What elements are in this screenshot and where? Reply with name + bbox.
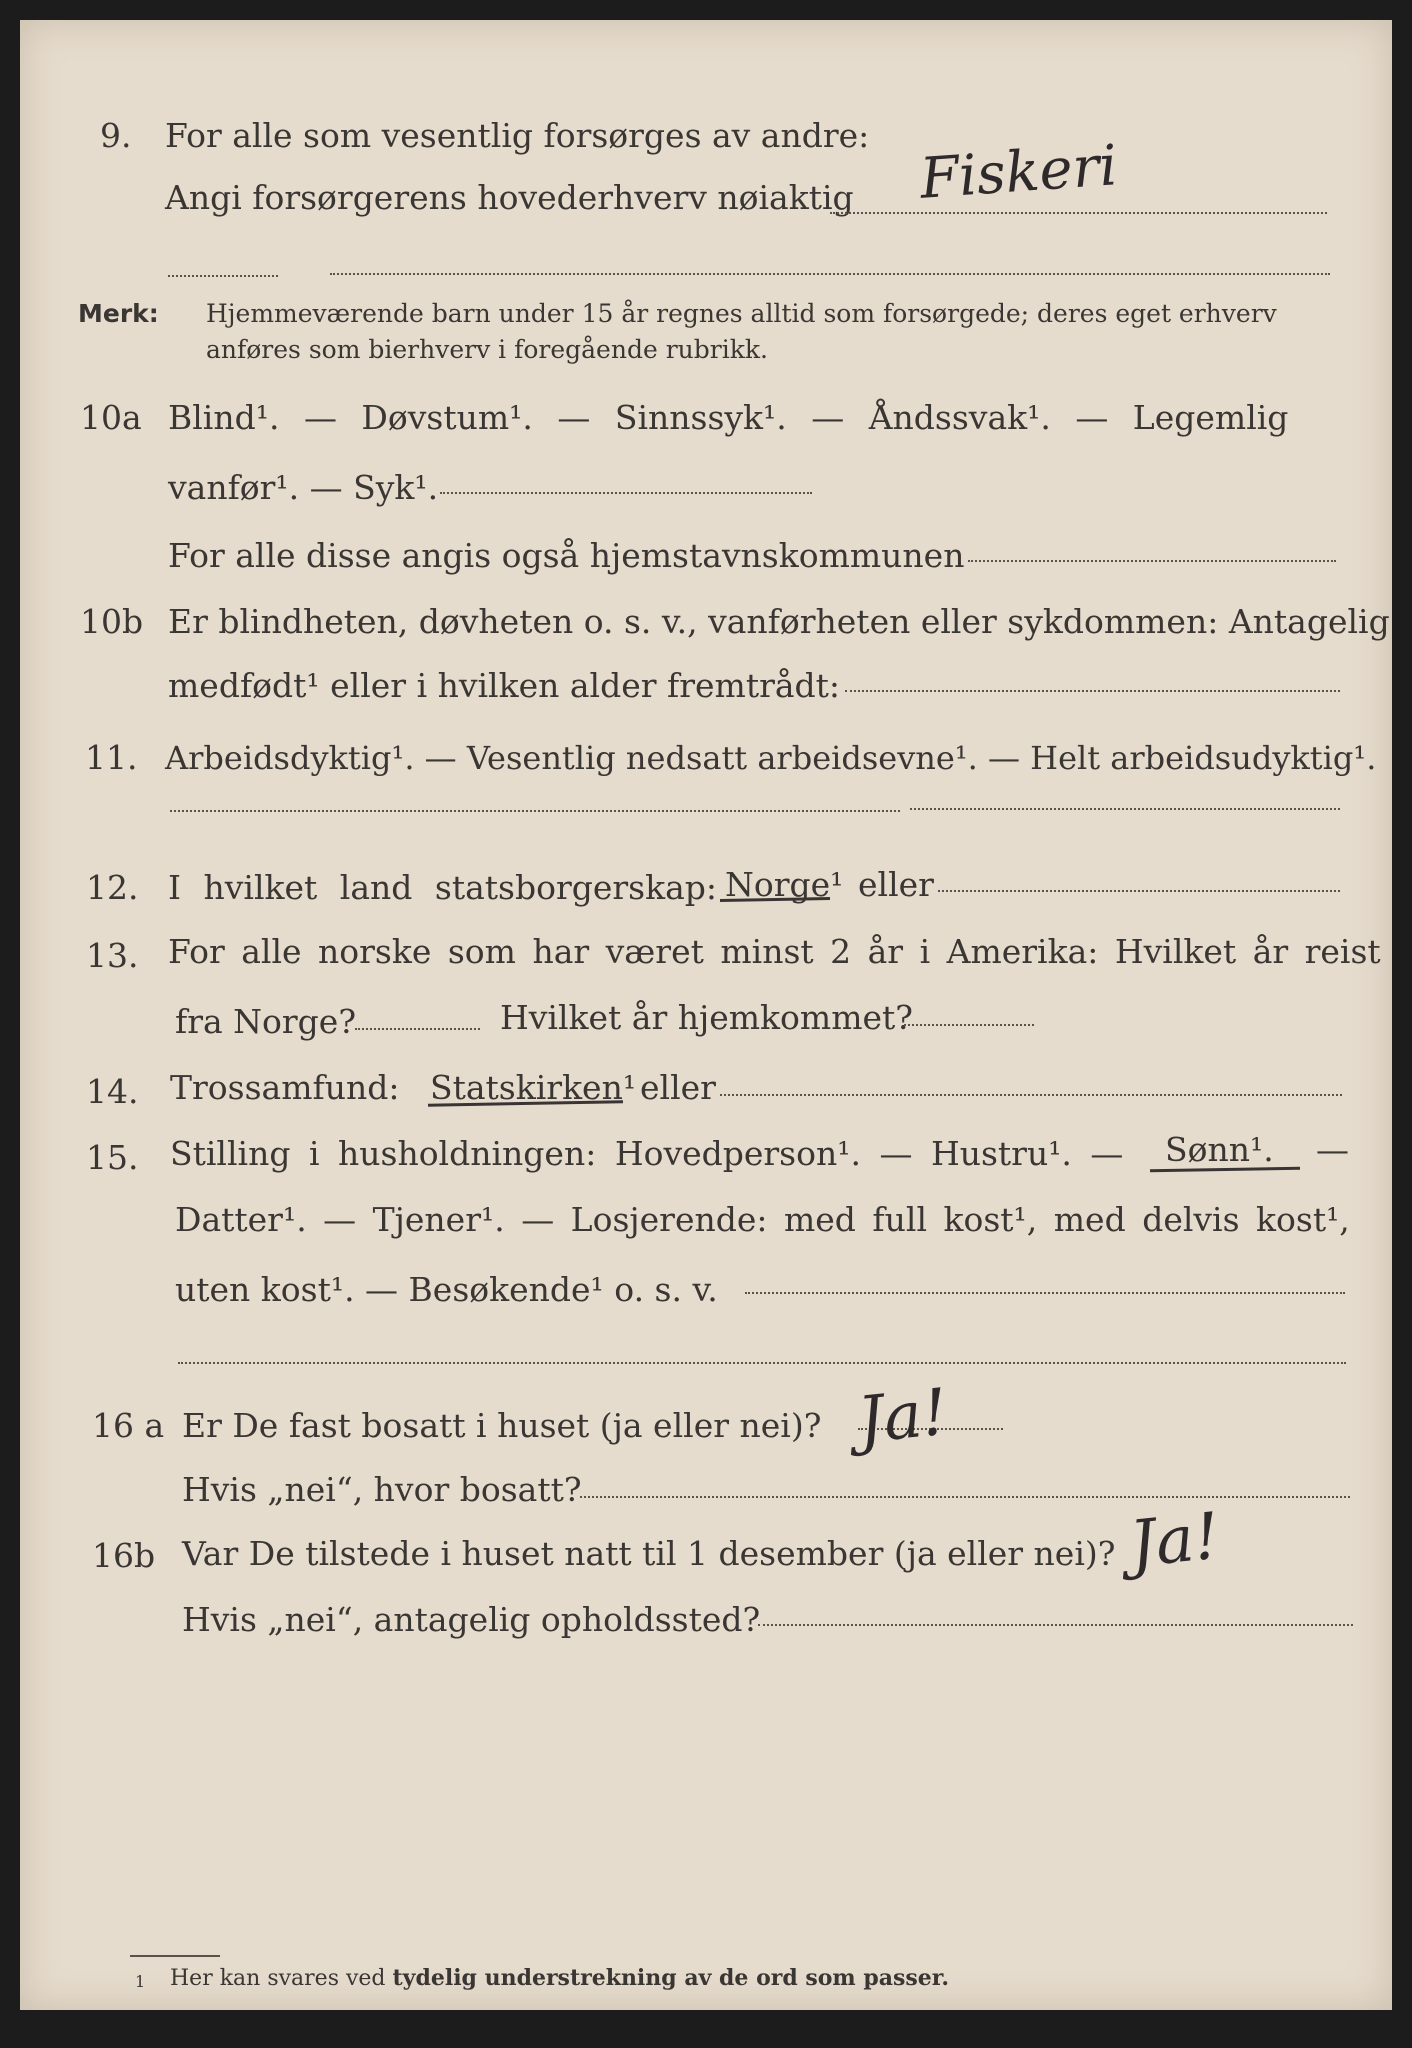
question-10a-line-2: vanfør¹. — Syk¹.: [168, 468, 439, 507]
question-12-suffix: eller: [858, 865, 934, 904]
footnote-rule: [130, 1955, 220, 1957]
answer-line: [330, 273, 1330, 275]
question-number: 10a: [80, 398, 142, 437]
question-15-line-1: Stilling i husholdningen: Hovedperson¹. — Hustru¹. —: [170, 1134, 1124, 1173]
question-9-line-2: Angi forsørgerens hovederhverv nøiaktig: [165, 178, 854, 217]
note-line-2: anføres som bierhverv i foregående rubrikk.: [206, 335, 768, 364]
handwritten-answer-occupation: Fiskeri: [917, 133, 1120, 212]
census-form-page: [20, 20, 1392, 2010]
answer-line: [845, 690, 1340, 692]
question-13-line-2a: fra Norge?: [175, 1002, 357, 1041]
answer-line: [440, 492, 812, 494]
footnote-mark: 1: [135, 1972, 146, 1991]
question-number: 13.: [86, 936, 139, 975]
question-10b-line-1: Er blindheten, døvheten o. s. v., vanførheten eller sykdommen: Antagelig: [168, 602, 1390, 641]
answer-line: [745, 1292, 1345, 1294]
question-15-line-2: Datter¹. — Tjener¹. — Losjerende: med full kost¹, med delvis kost¹,: [175, 1200, 1350, 1239]
option-sonn: Sønn¹.: [1165, 1130, 1274, 1169]
answer-line: [938, 890, 1340, 892]
question-number: 12.: [86, 868, 139, 907]
question-15-line-1-end: —: [1316, 1130, 1349, 1169]
footnote-text: [170, 1964, 949, 1993]
footnote-text-bold: tydelig understrekning av de ord som passer.: [392, 1965, 950, 1991]
question-10a-line-3: For alle disse angis også hjemstavnskommunen: [168, 536, 965, 575]
question-number: 10b: [80, 602, 144, 641]
handwritten-answer-16a: Ja!: [854, 1375, 952, 1459]
question-10a-line-1: Blind¹. — Døvstum¹. — Sinnssyk¹. — Åndssvak¹. — Legemlig: [168, 398, 1289, 437]
answer-line: [720, 1094, 1342, 1096]
question-number: 16b: [92, 1536, 156, 1575]
question-16b-line-1: Var De tilstede i huset natt til 1 desember (ja eller nei)?: [182, 1534, 1116, 1573]
answer-line: [355, 1028, 480, 1030]
question-14-prefix: Trossamfund:: [170, 1068, 400, 1107]
question-15-line-3: uten kost¹. — Besøkende¹ o. s. v.: [175, 1270, 718, 1309]
question-9-line-1: For alle som vesentlig forsørges av andre:: [165, 116, 870, 155]
question-16a-line-1: Er De fast bosatt i huset (ja eller nei)?: [182, 1406, 822, 1445]
answer-line: [830, 212, 1327, 214]
question-13-line-2b: Hvilket år hjemkommet?: [500, 998, 913, 1037]
question-16b-line-2: Hvis „nei“, antagelig opholdssted?: [182, 1600, 761, 1639]
footnote-text-plain: Her kan svares ved: [170, 1966, 386, 1991]
option-statskirken: Statskirken¹: [430, 1068, 637, 1107]
question-number: 16 a: [92, 1406, 165, 1445]
question-11-line-1: Arbeidsdyktig¹. — Vesentlig nedsatt arbeidsevne¹. — Helt arbeidsudyktig¹.: [165, 739, 1377, 777]
handwritten-answer-16b: Ja!: [1126, 1499, 1224, 1583]
question-10b-line-2: medfødt¹ eller i hvilken alder fremtrådt:: [168, 666, 841, 705]
answer-line: [758, 1624, 1353, 1626]
note-label: Merk:: [78, 299, 159, 328]
option-norge: Norge¹: [725, 865, 844, 904]
question-12-prefix: I hvilket land statsborgerskap:: [168, 868, 718, 907]
question-number: 15.: [86, 1138, 139, 1177]
answer-line: [968, 560, 1336, 562]
answer-line: [170, 810, 900, 812]
question-number: 14.: [86, 1072, 139, 1111]
question-number: 9.: [100, 116, 132, 155]
answer-line: [178, 1362, 1346, 1364]
question-16a-line-2: Hvis „nei“, hvor bosatt?: [182, 1470, 582, 1509]
question-13-line-1: For alle norske som har været minst 2 år i Amerika: Hvilket år reist: [168, 932, 1381, 971]
answer-line: [904, 1024, 1034, 1026]
question-14-suffix: eller: [640, 1068, 716, 1107]
question-number: 11.: [85, 738, 138, 777]
answer-line: [168, 275, 278, 277]
answer-line: [910, 808, 1340, 810]
note-line-1: Hjemmeværende barn under 15 år regnes alltid som forsørgede; deres eget erhverv: [206, 299, 1277, 328]
answer-line: [580, 1496, 1350, 1498]
